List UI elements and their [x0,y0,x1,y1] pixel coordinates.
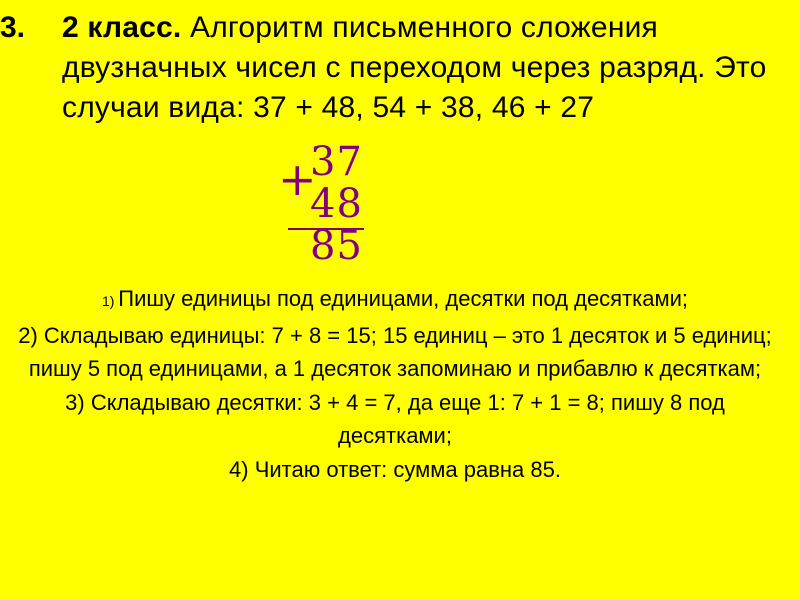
step-3: 3) Складываю десятки: 3 + 4 = 7, да еще 1: 7 + 1 = 8; пишу 8 под десятками; [65,389,725,448]
step-1-text: Пишу единицы под единицами, десятки под десятками; [118,286,689,311]
column-addition-example [276,139,396,269]
plus-sign: + [278,152,317,206]
item-number: 3. [0,11,26,44]
algorithm-steps [8,282,782,486]
step-1 [8,282,782,319]
heading-grade: 2 класс. [62,11,182,44]
step-1-number: 1) [101,293,119,309]
sum-result: 85 [310,223,363,269]
step-2: 2) Складываю единицы: 7 + 8 = 15; 15 единиц – это 1 десяток и 5 единиц; пишу 5 под единицами, а 1 десяток запоминаю и прибавлю к десяткам; [18,322,772,381]
heading-text: Алгоритм письменного сложения двузначных чисел с переходом через разряд. Это случаи вида: 37 + 48, 54 + 38, 46 + 27 [62,11,767,124]
first-addend: 37 [310,139,363,185]
slide-heading [62,8,782,128]
second-addend: 48 [310,181,363,227]
step-4: 4) Читаю ответ: сумма равна 85. [229,456,561,482]
